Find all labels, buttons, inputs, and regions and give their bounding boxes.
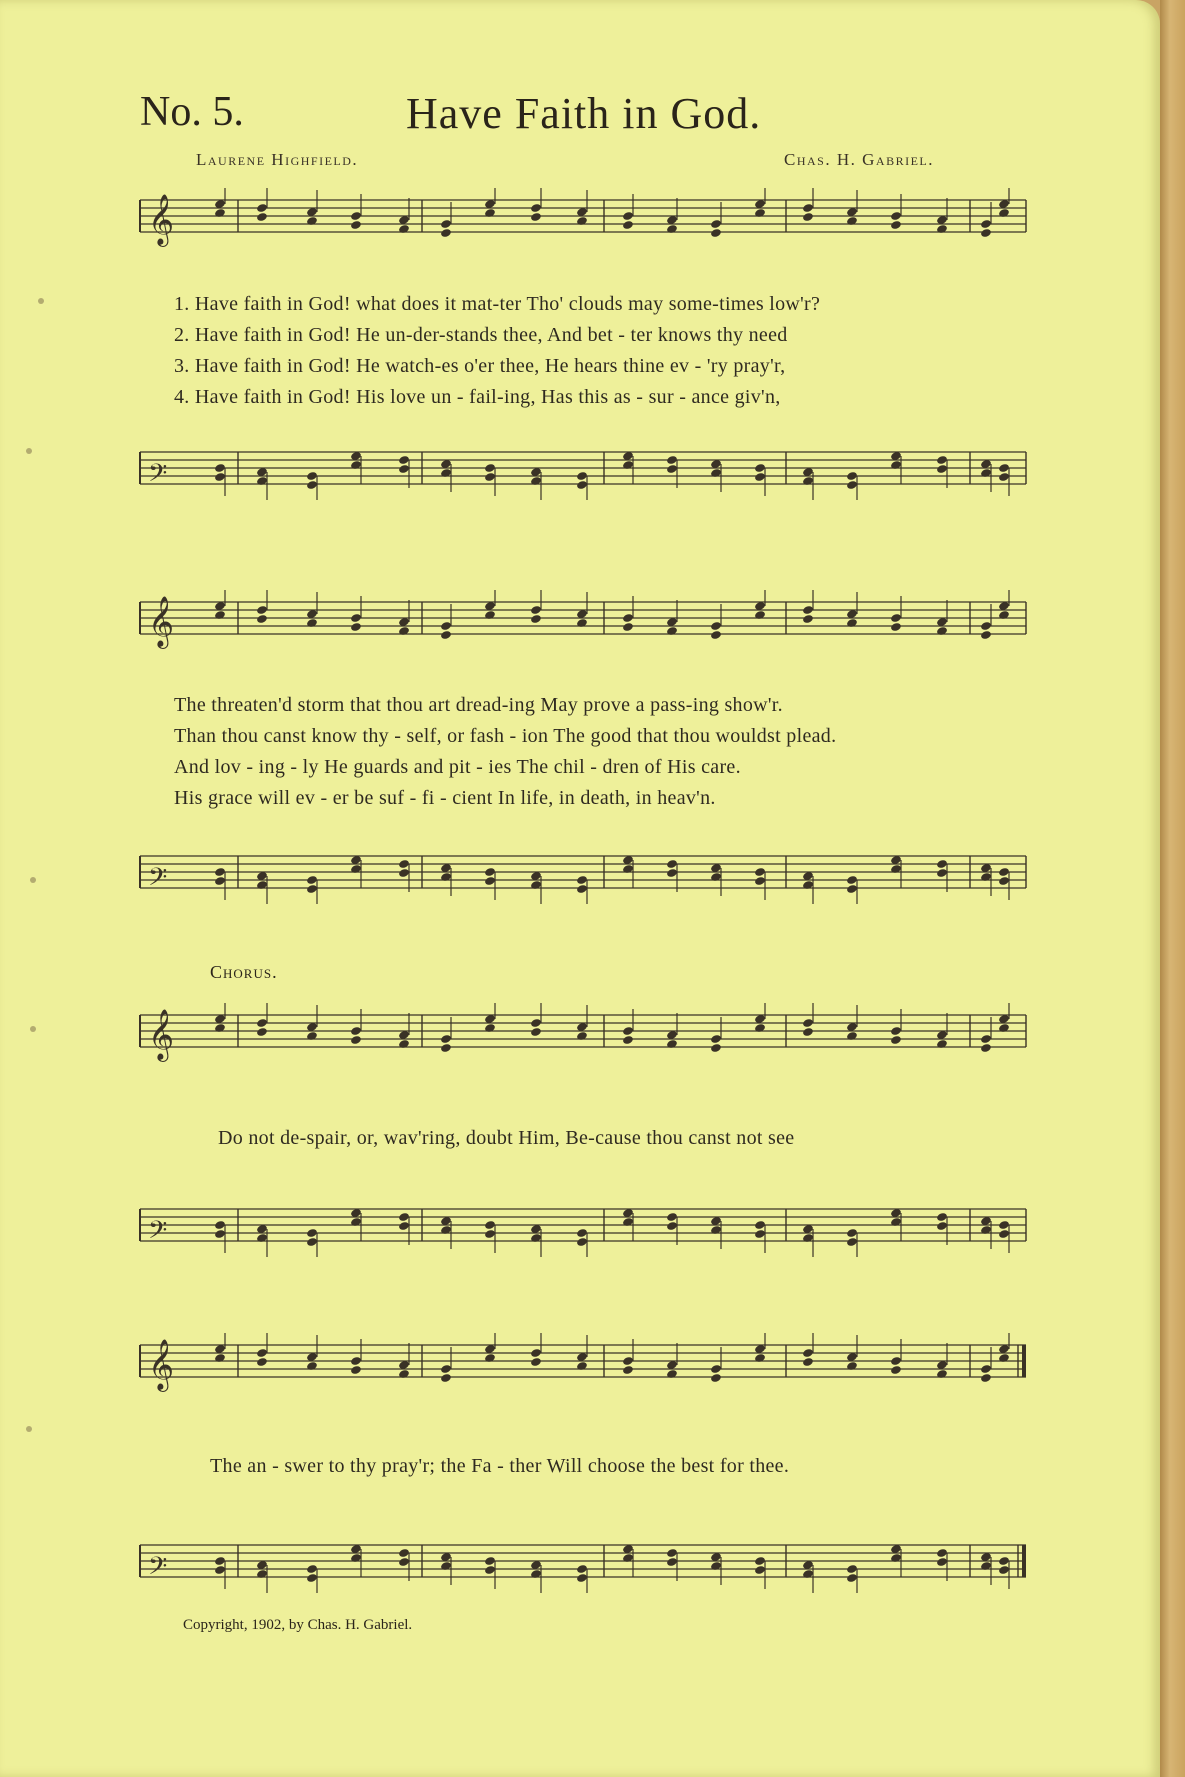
note-head bbox=[214, 867, 226, 877]
note-head bbox=[530, 605, 542, 615]
note-head bbox=[936, 455, 948, 465]
note-head bbox=[576, 1228, 588, 1238]
note-head bbox=[484, 463, 496, 473]
bass-clef-icon: 𝄢 bbox=[148, 1216, 168, 1251]
note-head bbox=[998, 472, 1010, 482]
treble-staff bbox=[134, 590, 1030, 650]
note-head bbox=[484, 1565, 496, 1575]
paper-speck bbox=[26, 1426, 32, 1432]
note-head bbox=[530, 1027, 542, 1037]
underlying-page-edge bbox=[1160, 0, 1185, 1777]
note-head bbox=[622, 220, 634, 230]
verse-4-line: His grace will ev - er be suf - fi - cient In life, in death, in heav'n. bbox=[174, 787, 716, 809]
note-head bbox=[576, 1237, 588, 1247]
note-head bbox=[890, 622, 902, 632]
composer-credit: Chas. H. Gabriel. bbox=[784, 150, 934, 169]
note-head bbox=[754, 472, 766, 482]
treble-clef-icon: 𝄞 bbox=[148, 1339, 175, 1390]
note-head bbox=[998, 1229, 1010, 1239]
note-head bbox=[398, 464, 410, 474]
note-head bbox=[622, 211, 634, 221]
lyricist-credit: Laurene Highfield. bbox=[196, 150, 359, 169]
note-head bbox=[484, 472, 496, 482]
note-head bbox=[802, 614, 814, 624]
note-head bbox=[350, 613, 362, 623]
note-head bbox=[440, 228, 452, 238]
note-head bbox=[484, 876, 496, 886]
note-head bbox=[666, 464, 678, 474]
chorus-label: Chorus. bbox=[210, 962, 278, 982]
note-head bbox=[576, 884, 588, 894]
note-head bbox=[622, 1035, 634, 1045]
note-head bbox=[350, 220, 362, 230]
music-system-2 bbox=[134, 582, 1030, 922]
note-head bbox=[256, 605, 268, 615]
verse-2-line: Than thou canst know thy - self, or fash - ion The good that thou wouldst plead. bbox=[174, 725, 837, 747]
note-head bbox=[256, 1357, 268, 1367]
note-head bbox=[530, 203, 542, 213]
note-head bbox=[802, 212, 814, 222]
note-head bbox=[846, 875, 858, 885]
note-head bbox=[484, 1229, 496, 1239]
note-head bbox=[846, 471, 858, 481]
note-head bbox=[936, 1557, 948, 1567]
note-head bbox=[306, 480, 318, 490]
note-head bbox=[214, 1556, 226, 1566]
note-head bbox=[802, 1027, 814, 1037]
note-head bbox=[622, 613, 634, 623]
treble-clef-icon: 𝄞 bbox=[148, 1009, 175, 1060]
note-head bbox=[440, 630, 452, 640]
note-head bbox=[890, 613, 902, 623]
note-head bbox=[936, 464, 948, 474]
note-head bbox=[622, 622, 634, 632]
bass-clef-icon: 𝄢 bbox=[148, 863, 168, 898]
note-head bbox=[710, 630, 722, 640]
music-system-3 bbox=[134, 995, 1030, 1265]
note-head bbox=[802, 605, 814, 615]
note-head bbox=[998, 1556, 1010, 1566]
note-head bbox=[754, 463, 766, 473]
hymn-number: No. 5. bbox=[140, 89, 244, 135]
note-head bbox=[754, 867, 766, 877]
note-head bbox=[936, 1221, 948, 1231]
bass-staff bbox=[134, 1197, 1030, 1257]
note-head bbox=[710, 1364, 722, 1374]
note-head bbox=[440, 1043, 452, 1053]
note-head bbox=[214, 1220, 226, 1230]
verse-3-line: 3. Have faith in God! He watch-es o'er thee, He hears thine ev - 'ry pray'r, bbox=[174, 355, 786, 377]
note-head bbox=[998, 1220, 1010, 1230]
note-head bbox=[530, 1018, 542, 1028]
note-head bbox=[350, 211, 362, 221]
note-head bbox=[214, 472, 226, 482]
note-head bbox=[980, 621, 992, 631]
note-head bbox=[980, 228, 992, 238]
note-head bbox=[666, 1548, 678, 1558]
note-head bbox=[980, 1364, 992, 1374]
note-head bbox=[306, 471, 318, 481]
note-head bbox=[622, 1356, 634, 1366]
note-head bbox=[846, 1237, 858, 1247]
note-head bbox=[710, 1043, 722, 1053]
note-head bbox=[710, 219, 722, 229]
note-head bbox=[306, 1573, 318, 1583]
note-head bbox=[214, 1229, 226, 1239]
note-head bbox=[998, 876, 1010, 886]
paper-speck bbox=[38, 298, 44, 304]
note-head bbox=[998, 867, 1010, 877]
chorus-line-2: The an - swer to thy pray'r; the Fa - ther Will choose the best for thee. bbox=[210, 1455, 790, 1477]
treble-clef-icon: 𝄞 bbox=[148, 194, 175, 245]
note-head bbox=[666, 455, 678, 465]
note-head bbox=[398, 455, 410, 465]
note-head bbox=[398, 1212, 410, 1222]
note-head bbox=[846, 1564, 858, 1574]
note-head bbox=[710, 1034, 722, 1044]
verse-1-line: The threaten'd storm that thou art dread-ing May prove a pass-ing show'r. bbox=[174, 694, 783, 716]
note-head bbox=[710, 621, 722, 631]
verse-2-line: 2. Have faith in God! He un-der-stands thee, And bet - ter knows thy need bbox=[174, 324, 788, 346]
note-head bbox=[754, 1220, 766, 1230]
note-head bbox=[666, 1212, 678, 1222]
note-head bbox=[846, 1228, 858, 1238]
bass-clef-icon: 𝄢 bbox=[148, 1552, 168, 1587]
note-head bbox=[440, 1364, 452, 1374]
note-head bbox=[890, 220, 902, 230]
note-head bbox=[256, 1027, 268, 1037]
note-head bbox=[484, 1556, 496, 1566]
music-system-4 bbox=[134, 1325, 1030, 1605]
note-head bbox=[980, 1043, 992, 1053]
hymn-title: Have Faith in God. bbox=[406, 89, 762, 138]
paper-speck bbox=[30, 1026, 36, 1032]
verse-4-line: 4. Have faith in God! His love un - fail-ing, Has this as - sur - ance giv'n, bbox=[174, 386, 781, 408]
note-head bbox=[802, 203, 814, 213]
note-head bbox=[440, 1034, 452, 1044]
note-head bbox=[622, 1026, 634, 1036]
note-head bbox=[980, 630, 992, 640]
note-head bbox=[802, 1357, 814, 1367]
verse-1-line: 1. Have faith in God! what does it mat-ter Tho' clouds may some-times low'r? bbox=[174, 293, 821, 315]
note-head bbox=[350, 1026, 362, 1036]
note-head bbox=[802, 1348, 814, 1358]
music-system-1 bbox=[134, 178, 1030, 518]
note-head bbox=[256, 203, 268, 213]
note-head bbox=[754, 1229, 766, 1239]
note-head bbox=[350, 1035, 362, 1045]
note-head bbox=[484, 1220, 496, 1230]
note-head bbox=[754, 876, 766, 886]
note-head bbox=[890, 211, 902, 221]
note-head bbox=[576, 1573, 588, 1583]
note-head bbox=[890, 1365, 902, 1375]
note-head bbox=[576, 480, 588, 490]
note-head bbox=[214, 876, 226, 886]
note-head bbox=[890, 1035, 902, 1045]
bass-staff bbox=[134, 1533, 1030, 1593]
note-head bbox=[666, 1221, 678, 1231]
treble-clef-icon: 𝄞 bbox=[148, 596, 175, 647]
copyright-notice: Copyright, 1902, by Chas. H. Gabriel. bbox=[183, 1617, 413, 1633]
treble-staff bbox=[134, 1333, 1030, 1393]
note-head bbox=[398, 1221, 410, 1231]
note-head bbox=[980, 1034, 992, 1044]
paper-speck bbox=[26, 448, 32, 454]
note-head bbox=[440, 219, 452, 229]
note-head bbox=[936, 859, 948, 869]
note-head bbox=[530, 614, 542, 624]
note-head bbox=[398, 1557, 410, 1567]
note-head bbox=[576, 1564, 588, 1574]
title-row bbox=[140, 88, 1040, 148]
note-head bbox=[754, 1556, 766, 1566]
note-head bbox=[980, 1373, 992, 1383]
bass-staff bbox=[134, 844, 1030, 904]
note-head bbox=[936, 868, 948, 878]
note-head bbox=[666, 868, 678, 878]
note-head bbox=[980, 219, 992, 229]
note-head bbox=[622, 1365, 634, 1375]
note-head bbox=[666, 1557, 678, 1567]
note-head bbox=[214, 463, 226, 473]
note-head bbox=[484, 867, 496, 877]
note-head bbox=[754, 1565, 766, 1575]
note-head bbox=[846, 884, 858, 894]
treble-staff bbox=[134, 1003, 1030, 1063]
note-head bbox=[890, 1356, 902, 1366]
note-head bbox=[256, 1348, 268, 1358]
verse-3-line: And lov - ing - ly He guards and pit - ies The chil - dren of His care. bbox=[174, 756, 741, 778]
note-head bbox=[440, 621, 452, 631]
note-head bbox=[936, 1212, 948, 1222]
note-head bbox=[530, 212, 542, 222]
note-head bbox=[846, 1573, 858, 1583]
note-head bbox=[256, 614, 268, 624]
bass-staff bbox=[134, 440, 1030, 500]
note-head bbox=[306, 875, 318, 885]
note-head bbox=[936, 1548, 948, 1558]
note-head bbox=[846, 480, 858, 490]
paper-speck bbox=[30, 877, 36, 883]
note-head bbox=[710, 1373, 722, 1383]
note-head bbox=[306, 1237, 318, 1247]
note-head bbox=[530, 1357, 542, 1367]
note-head bbox=[440, 1373, 452, 1383]
note-head bbox=[350, 1365, 362, 1375]
bass-clef-icon: 𝄢 bbox=[148, 459, 168, 494]
note-head bbox=[306, 884, 318, 894]
note-head bbox=[998, 1565, 1010, 1575]
note-head bbox=[710, 228, 722, 238]
note-head bbox=[666, 859, 678, 869]
note-head bbox=[214, 1565, 226, 1575]
note-head bbox=[398, 1548, 410, 1558]
note-head bbox=[530, 1348, 542, 1358]
note-head bbox=[256, 212, 268, 222]
note-head bbox=[398, 859, 410, 869]
note-head bbox=[306, 1564, 318, 1574]
note-head bbox=[576, 875, 588, 885]
note-head bbox=[890, 1026, 902, 1036]
note-head bbox=[256, 1018, 268, 1028]
treble-staff bbox=[134, 188, 1030, 248]
note-head bbox=[802, 1018, 814, 1028]
note-head bbox=[998, 463, 1010, 473]
chorus-line-1: Do not de-spair, or, wav'ring, doubt Him, Be-cause thou canst not see bbox=[218, 1127, 795, 1149]
note-head bbox=[306, 1228, 318, 1238]
note-head bbox=[350, 1356, 362, 1366]
note-head bbox=[576, 471, 588, 481]
note-head bbox=[398, 868, 410, 878]
note-head bbox=[350, 622, 362, 632]
